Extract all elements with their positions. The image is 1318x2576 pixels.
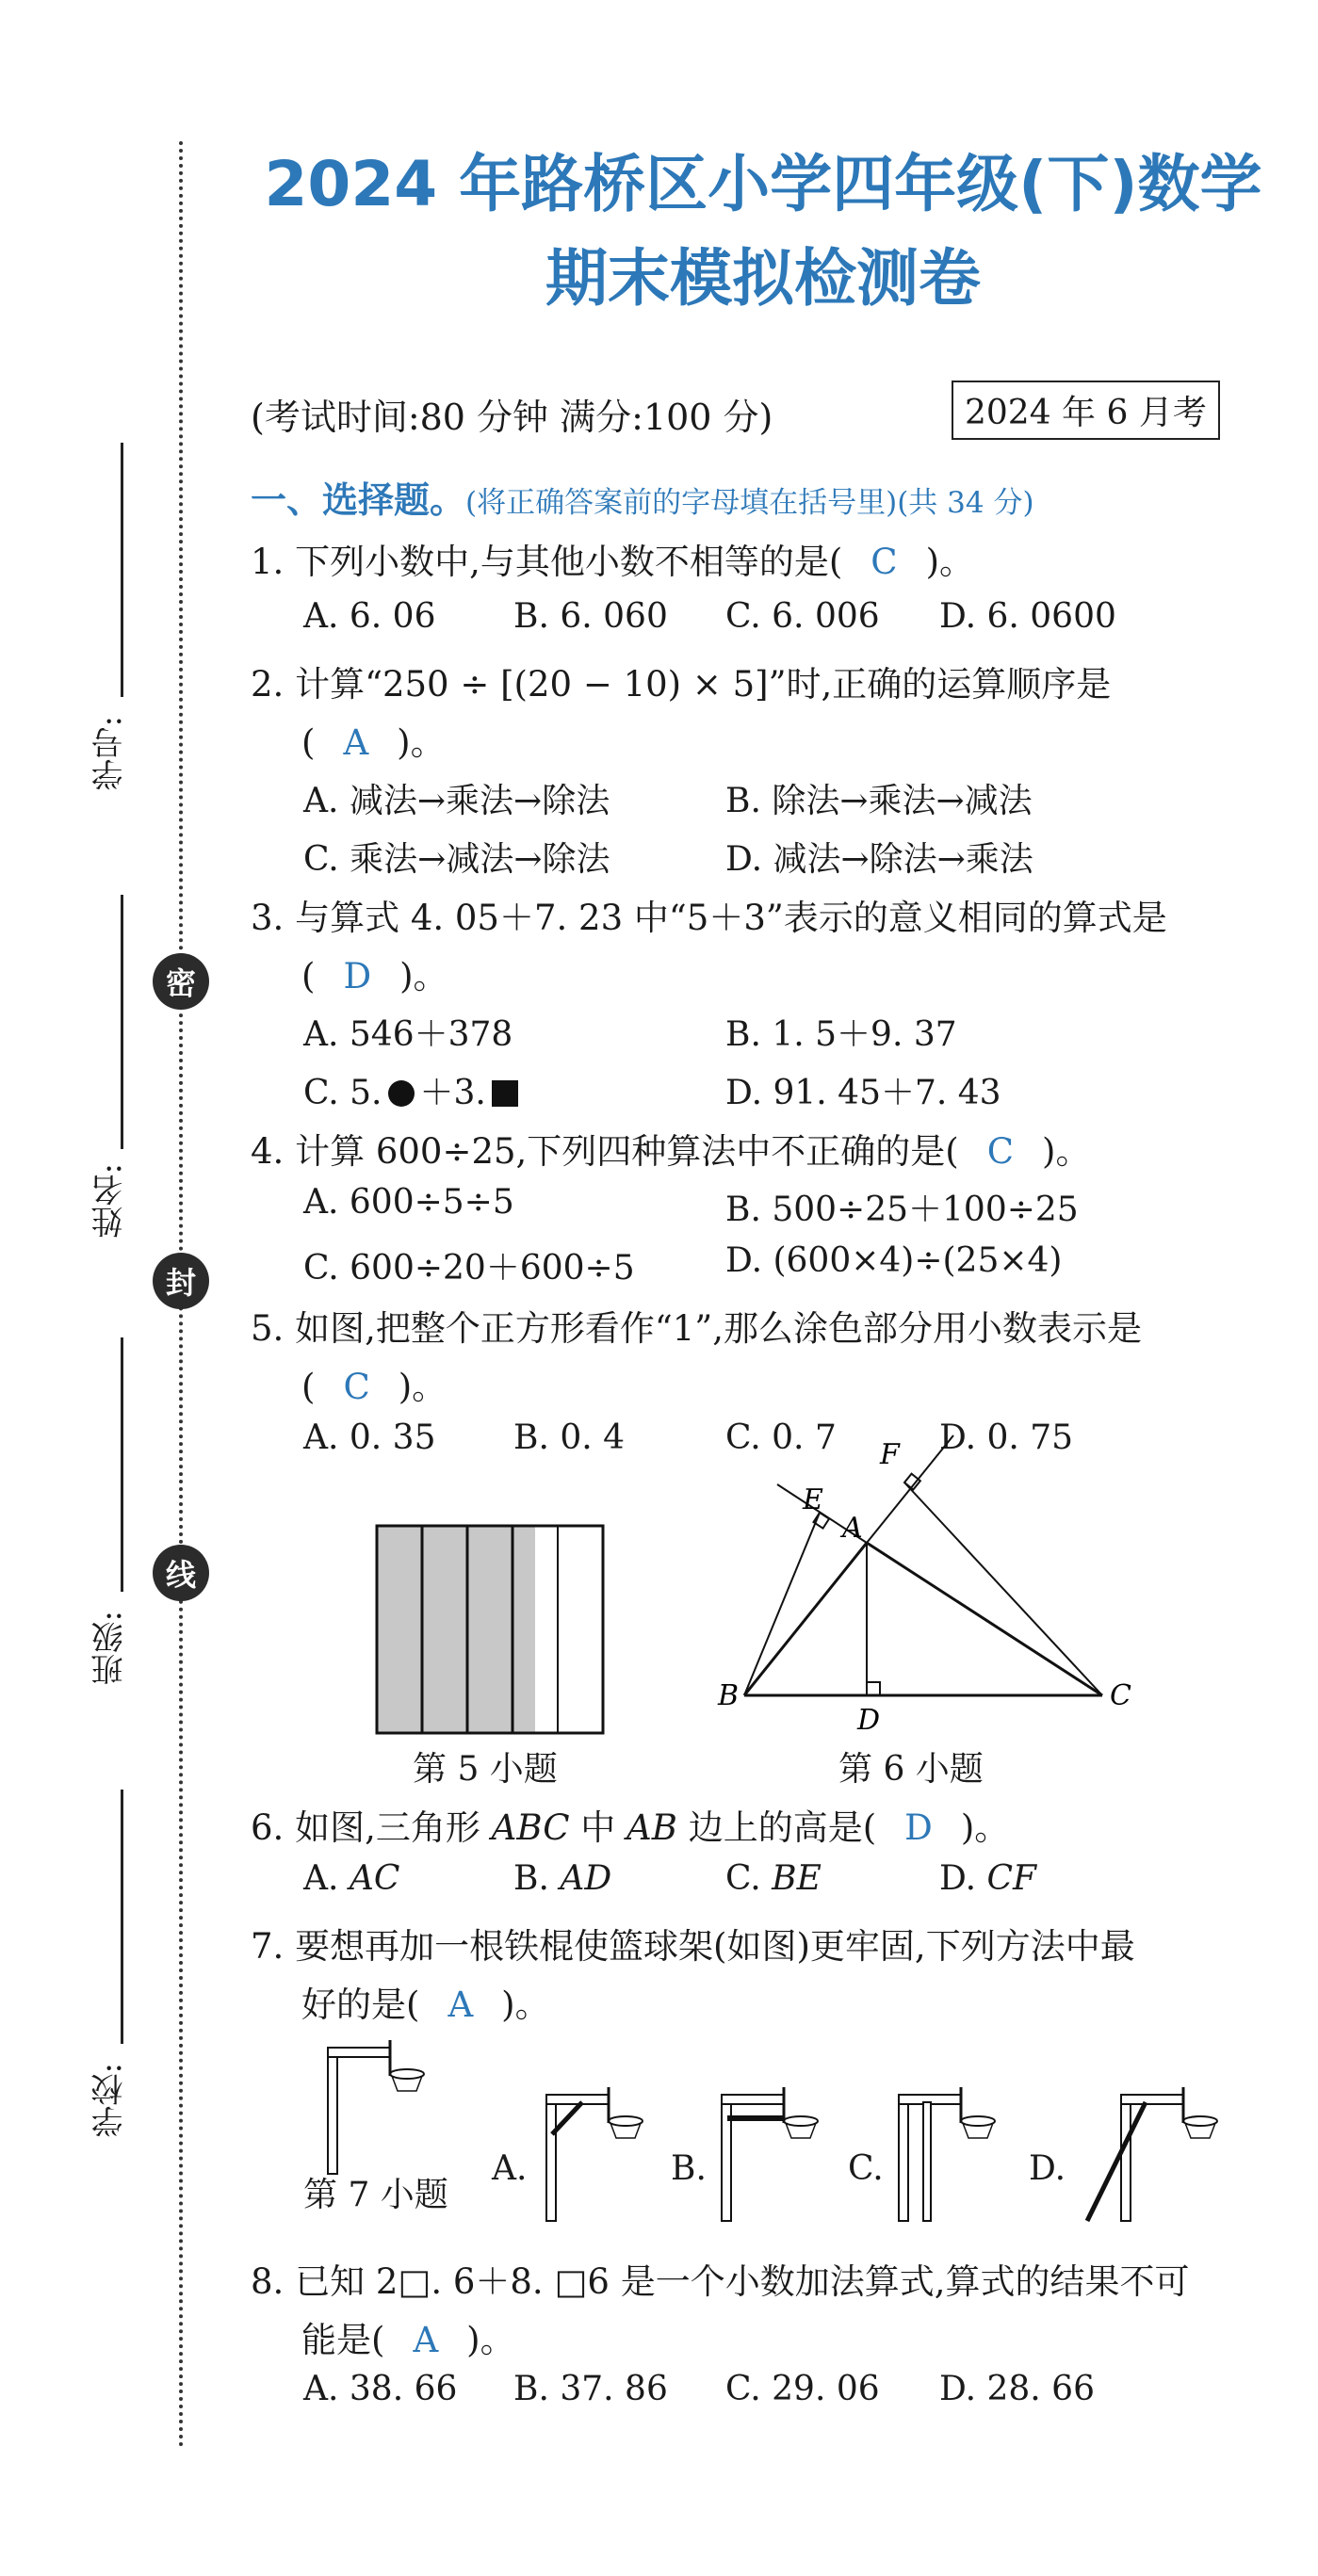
q3-option-b: B. 1. 5＋9. 37 [725, 1015, 957, 1054]
fig5-caption: 第 5 小题 [413, 1750, 558, 1789]
q8-option-a: A. 38. 66 [303, 2370, 458, 2408]
q8-option-d: D. 28. 66 [939, 2370, 1095, 2408]
q6-a: AC [349, 1859, 400, 1898]
q1-answer: C [871, 542, 898, 582]
q3-answer-line [301, 948, 448, 998]
q4-answer: C [986, 1131, 1015, 1172]
q4-text: 4. 计算 600÷25,下列四种算法中不正确的是( [251, 1131, 959, 1172]
q4-option-d: D. (600×4)÷(25×4) [725, 1241, 1063, 1280]
q1-stem [251, 533, 974, 584]
fig6-label-d: D [857, 1704, 881, 1737]
q6-option-b [513, 1859, 611, 1898]
fig6-label-e: E [803, 1483, 823, 1516]
q1-close: )。 [925, 542, 975, 582]
section-1-note: (将正确答案前的字母填在括号里)(共 34 分) [465, 486, 1034, 520]
q5-option-c: C. 0. 7 [725, 1418, 837, 1457]
fig6-label-b: B [718, 1679, 740, 1712]
q6-answer: D [904, 1807, 933, 1848]
q6-a-pre: A. [303, 1859, 350, 1898]
circle-shape-icon [388, 1080, 415, 1107]
section-1-heading [251, 471, 1034, 523]
q6-c: BE [772, 1859, 822, 1898]
q4-option-c: C. 600÷20＋600÷5 [303, 1249, 635, 1288]
q6-option-a [303, 1859, 399, 1898]
q6-abc: ABC [491, 1807, 570, 1848]
page-title-line2: 期末模拟检测卷 [545, 242, 981, 315]
q2-option-b: B. 除法→乘法→减法 [725, 782, 1033, 820]
q3-stem: 3. 与算式 4. 05＋7. 23 中“5＋3”表示的意义相同的算式是 [251, 898, 1167, 938]
q6-option-d [939, 1859, 1036, 1898]
q8-option-c: C. 29. 06 [725, 2370, 880, 2408]
seal-feng: 封 [153, 1253, 209, 1309]
fig6-triangle [716, 1438, 1206, 1737]
q5-close: )。 [398, 1367, 447, 1407]
q2-answer-line [301, 714, 446, 765]
q7-answer: A [447, 1985, 474, 2025]
student-no-label: 学号: [91, 716, 129, 791]
q6-post: 边上的高是( [676, 1807, 877, 1848]
q8-option-b: B. 37. 86 [513, 2370, 668, 2408]
student-no-blank [121, 443, 123, 697]
q2-option-d: D. 减法→除法→乘法 [725, 840, 1033, 879]
fig5-strip [490, 1526, 513, 1733]
fig6-label-a: A [842, 1512, 863, 1545]
page-title-line1: 2024 年路桥区小学四年级(下)数学 [264, 148, 1262, 220]
q3-answer: D [343, 956, 372, 996]
fig5-strip [445, 1526, 467, 1733]
exam-date: 2024 年 6 月考 [952, 381, 1220, 440]
q7-figure-a [539, 2082, 652, 2223]
q3-option-c [303, 1066, 518, 1114]
q6-mid: 中 [569, 1807, 627, 1848]
q3-option-a: A. 546＋378 [303, 1015, 513, 1054]
q8-pre: 能是( [301, 2320, 385, 2360]
q7-fig-caption: 第 7 小题 [303, 2176, 448, 2214]
fig6-side-ab [744, 1543, 867, 1695]
q7-figure-c [891, 2082, 1004, 2223]
q7-option-d-label: D. [1029, 2149, 1066, 2188]
q7-option-b-label: B. [671, 2149, 707, 2188]
q5-option-a: A. 0. 35 [303, 1418, 436, 1457]
section-1-title: 一、选择题。 [251, 479, 466, 521]
q8-answer: A [413, 2320, 439, 2360]
q2-option-a: A. 减法→乘法→除法 [303, 782, 610, 820]
q2-option-c: C. 乘法→减法→除法 [303, 840, 610, 879]
q5-option-b: B. 0. 4 [513, 1418, 626, 1457]
fig5-strip [422, 1526, 445, 1733]
q6-c-pre: C. [725, 1859, 773, 1898]
q2-answer: A [343, 722, 369, 763]
school-blank [121, 1790, 123, 2044]
fig6-right-angle-d [867, 1682, 880, 1695]
fig5-strip [580, 1526, 603, 1733]
q3-option-d: D. 91. 45＋7. 43 [725, 1074, 1001, 1112]
q1-option-c: C. 6. 006 [725, 597, 880, 636]
fig5-strip [399, 1526, 422, 1733]
q6-b: AD [560, 1859, 612, 1898]
q4-option-b: B. 500÷25＋100÷25 [725, 1191, 1079, 1229]
q3-c-pre: C. 5. [303, 1074, 382, 1112]
q7-option-a-label: A. [492, 2149, 528, 2188]
q4-close: )。 [1042, 1131, 1091, 1172]
q2-stem: 2. 计算“250 ÷ [(20 − 10) × 5]”时,正确的运算顺序是 [251, 664, 1112, 705]
q6-stem [251, 1799, 1009, 1850]
q5-open: ( [301, 1367, 316, 1407]
class-label: 班级: [91, 1611, 129, 1686]
fig5-strip [513, 1526, 535, 1733]
q5-stem: 5. 如图,把整个正方形看作“1”,那么涂色部分用小数表示是 [251, 1308, 1142, 1349]
fig6-caption: 第 6 小题 [838, 1750, 984, 1789]
q7-pre: 好的是( [301, 1985, 420, 2025]
fig5-strip [377, 1526, 399, 1733]
q2-close: )。 [397, 722, 446, 763]
q3-c-mid: ＋3. [419, 1074, 486, 1112]
q5-answer-line [301, 1358, 447, 1409]
fig6-side-ac [867, 1543, 1102, 1695]
q1-option-d: D. 6. 0600 [939, 597, 1116, 636]
q6-option-c [725, 1859, 822, 1898]
school-label: 学校: [91, 2063, 129, 2138]
q8-close: )。 [466, 2320, 515, 2360]
exam-info: (考试时间:80 分钟 满分:100 分) [251, 397, 773, 438]
q7-figure-d [1083, 2082, 1225, 2223]
q2-open: ( [301, 722, 316, 763]
fig5-strip [535, 1526, 558, 1733]
name-blank [121, 895, 123, 1149]
q7-figure-b [714, 2082, 827, 2223]
q8-stem-line2 [301, 2311, 515, 2362]
fig6-label-c: C [1110, 1679, 1131, 1712]
fig6-height-be [744, 1513, 820, 1695]
square-shape-icon [492, 1080, 518, 1107]
q7-close: )。 [501, 1985, 550, 2025]
q7-stem-line1: 7. 要想再加一根铁棍使篮球架(如图)更牢固,下列方法中最 [251, 1926, 1135, 1967]
q6-d-pre: D. [939, 1859, 987, 1898]
seal-mi: 密 [153, 953, 209, 1010]
q1-option-b: B. 6. 060 [513, 597, 668, 636]
fig5-square [377, 1526, 603, 1733]
q3-open: ( [301, 956, 316, 996]
q7-figure-original [320, 2034, 433, 2176]
q3-close: )。 [399, 956, 448, 996]
q6-ab: AB [626, 1807, 677, 1848]
fig5-strip [558, 1526, 580, 1733]
fig6-label-f: F [880, 1438, 900, 1471]
q6-close: )。 [960, 1807, 1010, 1848]
q6-d: CF [986, 1859, 1036, 1898]
q5-option-d: D. 0. 75 [939, 1418, 1074, 1457]
q4-option-a: A. 600÷5÷5 [303, 1183, 514, 1222]
fig5-strip [467, 1526, 490, 1733]
class-blank [121, 1337, 123, 1592]
fig6-height-cf [904, 1482, 1102, 1695]
q1-text: 1. 下列小数中,与其他小数不相等的是( [251, 542, 843, 582]
name-label: 姓名: [91, 1163, 129, 1239]
q8-stem-line1: 8. 已知 2□. 6＋8. □6 是一个小数加法算式,算式的结果不可 [251, 2261, 1190, 2302]
q1-option-a: A. 6. 06 [303, 597, 436, 636]
q4-stem [251, 1123, 1090, 1174]
q7-option-c-label: C. [848, 2149, 884, 2188]
q7-stem-line2 [301, 1976, 550, 2027]
q5-answer: C [343, 1367, 370, 1407]
q6-pre: 6. 如图,三角形 [251, 1807, 492, 1848]
q6-b-pre: B. [513, 1859, 561, 1898]
seal-xian: 线 [153, 1545, 209, 1601]
